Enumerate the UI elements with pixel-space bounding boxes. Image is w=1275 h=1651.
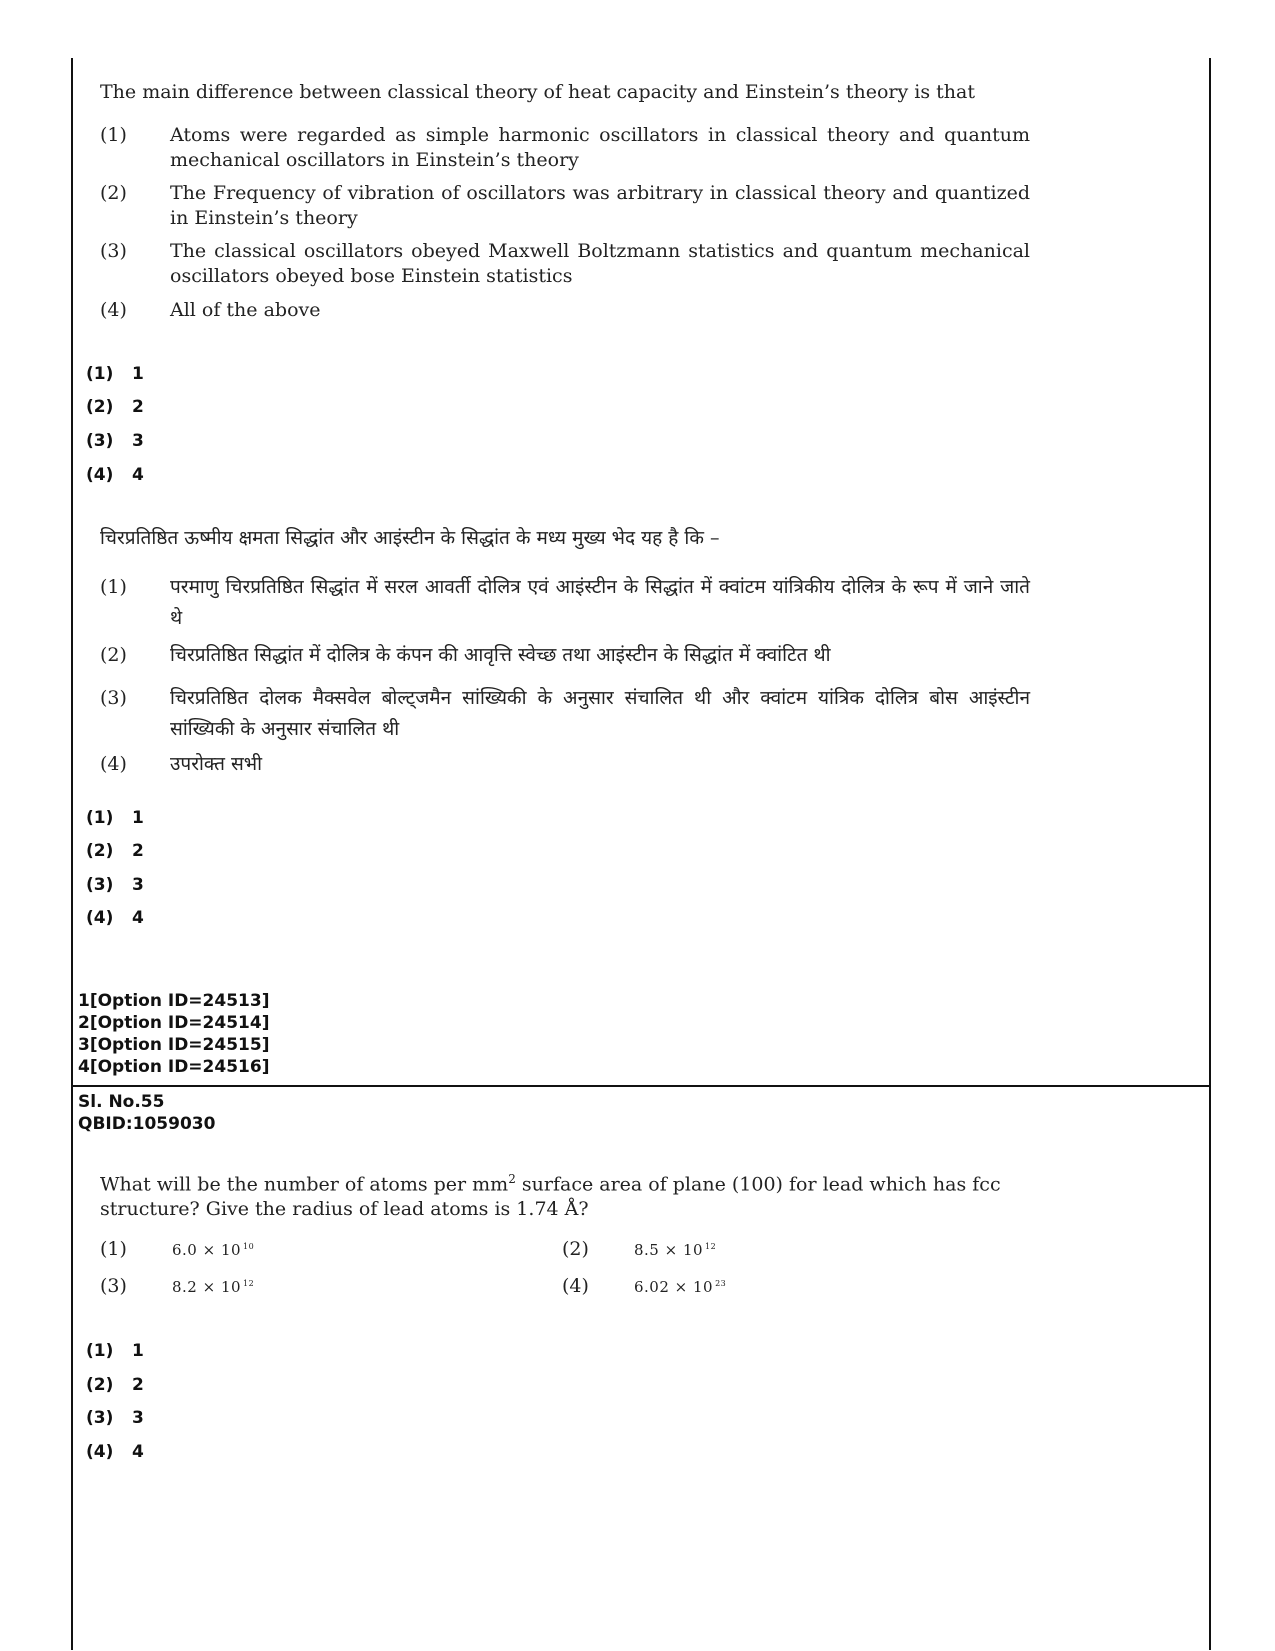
answer-number: (3) — [86, 1408, 114, 1428]
option-value — [172, 1271, 254, 1300]
option-item — [100, 752, 1030, 777]
question-stem-hindi: चिरप्रतिष्ठित ऊष्मीय क्षमता सिद्धांत और आइंस्टीन के सिद्धांत के मध्य मुख्य भेद यह है कि – — [100, 527, 720, 549]
option-text: All of the above — [170, 299, 321, 321]
option-exponent: 23 — [715, 1279, 727, 1288]
option-text: Atoms were regarded as simple harmonic oscillators in classical theory and quantum mechanical oscillators in Einstein’s theory — [170, 124, 1030, 171]
option-exponent: 10 — [243, 1242, 255, 1251]
option-item — [562, 1271, 726, 1300]
answer-number: (1) — [86, 808, 114, 828]
option-number: (3) — [100, 240, 127, 262]
answer-number: (2) — [86, 397, 114, 417]
answer-value: 4 — [132, 1442, 144, 1462]
question-meta — [78, 1091, 215, 1135]
option-item — [100, 572, 1030, 634]
option-item — [562, 1234, 716, 1263]
answer-choice[interactable] — [86, 1375, 144, 1395]
option-item — [100, 1271, 254, 1300]
option-number: (4) — [100, 299, 127, 321]
option-item — [100, 181, 1030, 231]
right-border-line — [1209, 58, 1211, 1650]
option-mantissa: 6.0 × 10 — [172, 1241, 242, 1259]
question-stem-english: The main difference between classical theory of heat capacity and Einstein’s theory is that — [100, 81, 975, 103]
answer-value: 3 — [132, 875, 144, 895]
answer-value: 1 — [132, 364, 144, 384]
option-number: (2) — [100, 182, 127, 204]
answer-choice[interactable] — [86, 431, 144, 451]
option-id: 3[Option ID=24515] — [78, 1035, 270, 1055]
option-mantissa: 8.2 × 10 — [172, 1278, 242, 1296]
option-id: 2[Option ID=24514] — [78, 1013, 270, 1033]
option-item — [100, 123, 1030, 173]
answer-value: 1 — [132, 1341, 144, 1361]
left-border-line — [71, 58, 73, 1650]
answer-number: (2) — [86, 841, 114, 861]
option-id: 1[Option ID=24513] — [78, 991, 270, 1011]
option-number: (2) — [562, 1238, 589, 1260]
answer-choice[interactable] — [86, 397, 144, 417]
answer-number: (4) — [86, 1442, 114, 1462]
question-separator-line — [71, 1085, 1211, 1087]
option-text: The Frequency of vibration of oscillators was arbitrary in classical theory and quantized in Einstein’s theory — [170, 182, 1030, 229]
option-number: (4) — [562, 1275, 589, 1297]
option-number: (4) — [100, 753, 127, 775]
option-item — [100, 1234, 254, 1263]
answer-number: (4) — [86, 908, 114, 928]
option-value — [634, 1271, 726, 1300]
answer-number: (3) — [86, 431, 114, 451]
answer-value: 4 — [132, 465, 144, 485]
answer-number: (2) — [86, 1375, 114, 1395]
option-value — [172, 1234, 254, 1263]
option-text: उपरोक्त सभी — [170, 753, 263, 775]
option-number: (1) — [100, 1238, 127, 1260]
option-exponent: 12 — [705, 1242, 717, 1251]
option-mantissa: 6.02 × 10 — [634, 1278, 714, 1296]
qbid: QBID:1059030 — [78, 1114, 216, 1134]
answer-number: (1) — [86, 364, 114, 384]
answer-choice[interactable] — [86, 465, 144, 485]
superscript: 2 — [508, 1172, 516, 1186]
option-id-list — [78, 990, 269, 1078]
answer-choice[interactable] — [86, 364, 144, 384]
stem-text: surface area of plane (100) for lead which has fcc — [515, 1173, 1001, 1196]
serial-number: Sl. No.55 — [78, 1092, 165, 1112]
option-id: 4[Option ID=24516] — [78, 1057, 270, 1077]
answer-value: 3 — [132, 431, 144, 451]
option-text: परमाणु चिरप्रतिष्ठित सिद्धांत में सरल आवर्ती दोलित्र एवं आइंस्टीन के सिद्धांत में क्वांटम यांत्रिकीय दोलित्र के रूप में जाने जाते थे — [170, 576, 1030, 629]
option-exponent: 12 — [243, 1279, 255, 1288]
stem-text: structure? Give the radius of lead atoms is 1.74 Å? — [100, 1198, 589, 1221]
answer-number: (4) — [86, 465, 114, 485]
option-text: The classical oscillators obeyed Maxwell Boltzmann statistics and quantum mechanical oscillators obeyed bose Einstein statistics — [170, 240, 1030, 287]
answer-choice[interactable] — [86, 908, 144, 928]
answer-value: 2 — [132, 1375, 144, 1395]
answer-value: 4 — [132, 908, 144, 928]
answer-choice[interactable] — [86, 841, 144, 861]
answer-choice[interactable] — [86, 808, 144, 828]
answer-choice[interactable] — [86, 875, 144, 895]
option-mantissa: 8.5 × 10 — [634, 1241, 704, 1259]
answer-value: 2 — [132, 841, 144, 861]
option-item — [100, 239, 1030, 289]
option-value — [634, 1234, 716, 1263]
answer-choice[interactable] — [86, 1442, 144, 1462]
option-number: (2) — [100, 644, 127, 666]
answer-number: (3) — [86, 875, 114, 895]
option-item — [100, 683, 1030, 745]
option-text: चिरप्रतिष्ठित दोलक मैक्सवेल बोल्ट्जमैन सांख्यिकी के अनुसार संचालित थी और क्वांटम यांत्रिक दोलित्र बोस आइंस्टीन सांख्यिकी के अनुसार संचालित थी — [170, 687, 1030, 740]
option-number: (1) — [100, 124, 127, 146]
answer-value: 1 — [132, 808, 144, 828]
option-item — [100, 298, 1030, 323]
stem-text: What will be the number of atoms per mm — [100, 1173, 509, 1196]
question-stem — [100, 1167, 1040, 1222]
answer-value: 2 — [132, 397, 144, 417]
option-item — [100, 643, 1030, 668]
option-number: (1) — [100, 576, 127, 598]
option-number: (3) — [100, 687, 127, 709]
option-text: चिरप्रतिष्ठित सिद्धांत में दोलित्र के कंपन की आवृत्ति स्वेच्छ तथा आइंस्टीन के सिद्धांत में क्वांटित थी — [170, 644, 831, 666]
answer-value: 3 — [132, 1408, 144, 1428]
answer-number: (1) — [86, 1341, 114, 1361]
answer-choice[interactable] — [86, 1408, 144, 1428]
answer-choice[interactable] — [86, 1341, 144, 1361]
option-number: (3) — [100, 1275, 127, 1297]
